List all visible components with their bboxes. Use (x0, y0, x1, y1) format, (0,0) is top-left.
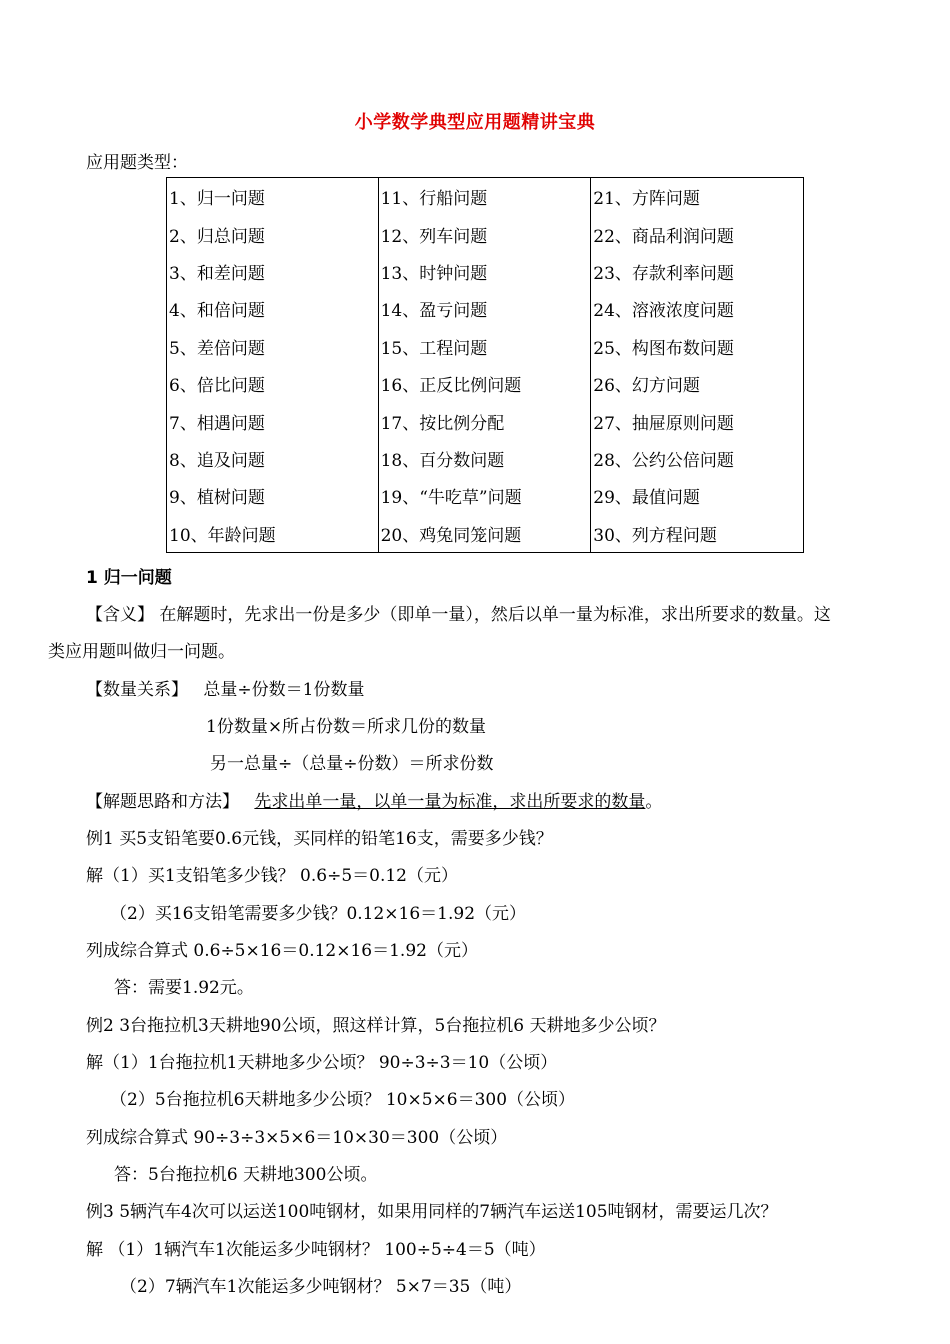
types-row (167, 290, 804, 327)
relation-formula-2: 1份数量×所占份数＝所求几份的数量 (206, 717, 487, 737)
types-row (167, 515, 804, 553)
types-row (167, 477, 804, 514)
types-row (167, 402, 804, 439)
problem-type-cell: 12、列车问题 (378, 215, 591, 252)
problem-type-cell: 2、归总问题 (167, 215, 379, 252)
types-row (167, 178, 804, 216)
problem-type-cell: 3、和差问题 (167, 253, 379, 290)
method-end: 。 (645, 792, 663, 812)
problem-type-cell: 15、工程问题 (378, 328, 591, 365)
problem-type-cell: 18、百分数问题 (378, 440, 591, 477)
problem-type-cell: 23、存款利率问题 (591, 253, 804, 290)
example-line: （2）7辆汽车1次能运多少吨钢材？ 5×7＝35（吨） (120, 1277, 522, 1297)
problem-type-cell: 28、公约公倍问题 (591, 440, 804, 477)
example-line: 解（1）1台拖拉机1天耕地多少公顷？ 90÷3÷3＝10（公顷） (86, 1053, 558, 1073)
relation-label: 【数量关系】 (86, 680, 188, 700)
problem-type-cell: 13、时钟问题 (378, 253, 591, 290)
meaning-text-1: 【含义】 在解题时，先求出一份是多少（即单一量），然后以单一量为标准，求出所要求的数量。这 (86, 605, 831, 625)
types-row (167, 365, 804, 402)
problem-type-cell: 16、正反比例问题 (378, 365, 591, 402)
types-row (167, 328, 804, 365)
example-line: 列成综合算式 0.6÷5×16＝0.12×16＝1.92（元） (86, 941, 478, 961)
problem-type-cell: 7、相遇问题 (167, 402, 379, 439)
example-line: 答：5台拖拉机6 天耕地300公顷。 (114, 1165, 378, 1185)
relation-formula-3: 另一总量÷（总量÷份数）＝所求份数 (210, 754, 494, 774)
problem-type-cell: 6、倍比问题 (167, 365, 379, 402)
example-line: （2）买16支铅笔需要多少钱？0.12×16＝1.92（元） (110, 904, 527, 924)
page-title: 小学数学典型应用题精讲宝典 (354, 112, 596, 133)
types-row (167, 253, 804, 290)
method-text: 先求出单一量，以单一量为标准，求出所要求的数量 (254, 792, 646, 812)
problem-type-cell: 24、溶液浓度问题 (591, 290, 804, 327)
problem-type-cell: 30、列方程问题 (591, 515, 804, 553)
example-line: 例3 5辆汽车4次可以运送100吨钢材，如果用同样的7辆汽车运送105吨钢材，需要运几次？ (86, 1202, 778, 1222)
problem-type-cell: 17、按比例分配 (378, 402, 591, 439)
example-line: 答：需要1.92元。 (114, 978, 254, 998)
problem-type-cell: 22、商品利润问题 (591, 215, 804, 252)
example-line: 例2 3台拖拉机3天耕地90公顷，照这样计算，5台拖拉机6 天耕地多少公顷？ (86, 1016, 666, 1036)
problem-type-cell: 4、和倍问题 (167, 290, 379, 327)
types-row (167, 440, 804, 477)
problem-type-cell: 27、抽屉原则问题 (591, 402, 804, 439)
meaning-text-2: 类应用题叫做归一问题。 (48, 642, 235, 662)
problem-type-cell: 9、植树问题 (167, 477, 379, 514)
example-line: 列成综合算式 90÷3÷3×5×6＝10×30＝300（公顷） (86, 1128, 508, 1148)
problem-types-table (166, 177, 804, 553)
problem-type-cell: 29、最值问题 (591, 477, 804, 514)
problem-type-cell: 20、鸡兔同笼问题 (378, 515, 591, 553)
problem-type-cell: 26、幻方问题 (591, 365, 804, 402)
problem-type-cell: 14、盈亏问题 (378, 290, 591, 327)
relation-formula-1: 总量÷份数＝1份数量 (203, 680, 365, 700)
problem-type-cell: 10、年龄问题 (167, 515, 379, 553)
types-row (167, 215, 804, 252)
problem-type-cell: 25、构图布数问题 (591, 328, 804, 365)
problem-type-cell: 5、差倍问题 (167, 328, 379, 365)
method-label: 【解题思路和方法】 (86, 792, 239, 812)
problem-type-cell: 21、方阵问题 (591, 178, 804, 216)
problem-type-cell: 11、行船问题 (378, 178, 591, 216)
example-line: 解（1）买1支铅笔多少钱？ 0.6÷5＝0.12（元） (86, 866, 458, 886)
example-line: 解 （1）1辆汽车1次能运多少吨钢材？ 100÷5÷4＝5（吨） (86, 1240, 546, 1260)
problem-type-cell: 1、归一问题 (167, 178, 379, 216)
problem-type-cell: 8、追及问题 (167, 440, 379, 477)
types-label: 应用题类型： (86, 153, 188, 173)
example-line: （2）5台拖拉机6天耕地多少公顷？ 10×5×6＝300（公顷） (110, 1090, 576, 1110)
example-line: 例1 买5支铅笔要0.6元钱，买同样的铅笔16支，需要多少钱？ (86, 829, 553, 849)
section-heading: 1 归一问题 (86, 568, 172, 588)
method-row (86, 787, 662, 812)
relation-row (86, 675, 364, 700)
problem-type-cell: 19、“牛吃草”问题 (378, 477, 591, 514)
